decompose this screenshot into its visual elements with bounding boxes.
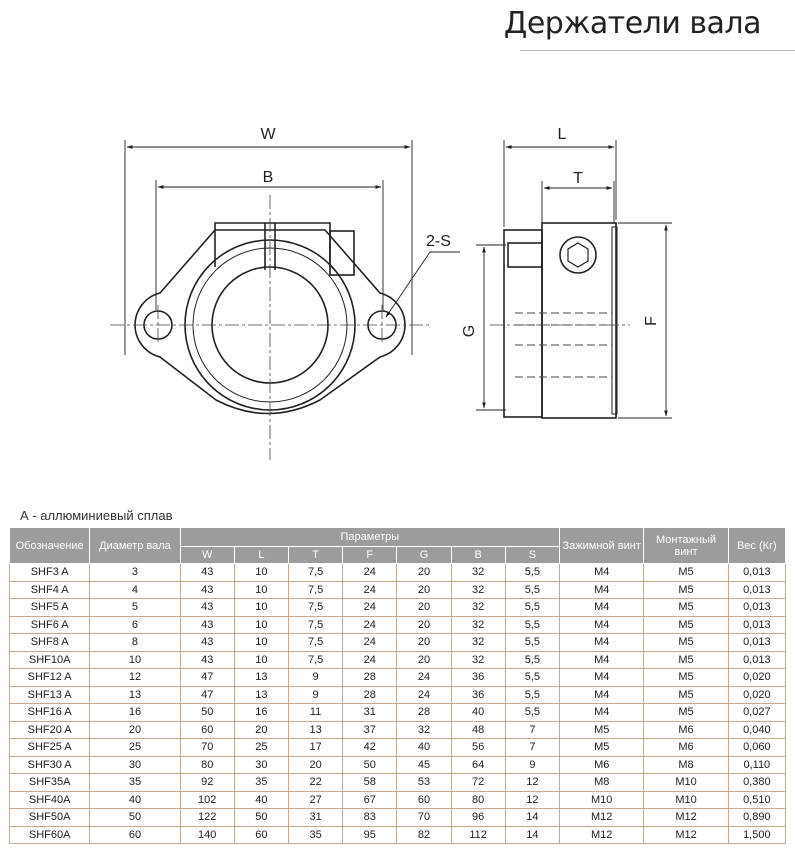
cell-mount-screw: M5	[644, 651, 728, 669]
cell-shaft-diameter: 60	[90, 826, 180, 844]
cell-b: 32	[451, 616, 505, 634]
cell-clamp-screw: M5	[560, 721, 644, 739]
table-row	[10, 686, 786, 704]
header-mount-screw: Монтажный винт	[644, 528, 728, 564]
cell-shaft-diameter: 8	[90, 634, 180, 652]
cell-g: 45	[397, 756, 451, 774]
cell-b: 64	[451, 756, 505, 774]
technical-drawing	[0, 55, 795, 495]
cell-mount-screw: M8	[644, 756, 728, 774]
header-designation: Обозначение	[10, 528, 90, 564]
cell-b: 96	[451, 809, 505, 827]
cell-t: 7,5	[289, 599, 343, 617]
cell-f: 28	[343, 686, 397, 704]
cell-mount-screw: M5	[644, 581, 728, 599]
table-row	[10, 704, 786, 722]
cell-b: 112	[451, 826, 505, 844]
cell-t: 20	[289, 756, 343, 774]
cell-s: 5,5	[505, 686, 559, 704]
header-b: B	[451, 547, 505, 564]
cell-f: 24	[343, 599, 397, 617]
cell-mount-screw: M6	[644, 721, 728, 739]
cell-f: 24	[343, 634, 397, 652]
cell-shaft-diameter: 12	[90, 669, 180, 687]
cell-g: 20	[397, 599, 451, 617]
cell-g: 40	[397, 739, 451, 757]
l-dimension	[504, 140, 616, 227]
cell-shaft-diameter: 50	[90, 809, 180, 827]
cell-f: 67	[343, 791, 397, 809]
cell-s: 12	[505, 791, 559, 809]
cell-designation: SHF60A	[10, 826, 90, 844]
cell-l: 20	[234, 721, 288, 739]
cell-b: 40	[451, 704, 505, 722]
cell-shaft-diameter: 5	[90, 599, 180, 617]
cell-weight: 0,380	[728, 774, 785, 792]
cell-t: 9	[289, 669, 343, 687]
page-title: Держатели вала	[503, 6, 761, 41]
t-dimension	[542, 181, 614, 223]
cell-b: 80	[451, 791, 505, 809]
cell-s: 5,5	[505, 564, 559, 582]
cell-l: 13	[234, 686, 288, 704]
cell-designation: SHF30 A	[10, 756, 90, 774]
cell-s: 14	[505, 809, 559, 827]
cell-g: 53	[397, 774, 451, 792]
table-row	[10, 721, 786, 739]
cell-designation: SHF16 A	[10, 704, 90, 722]
cell-mount-screw: M5	[644, 669, 728, 687]
cell-clamp-screw: M6	[560, 756, 644, 774]
cell-w: 140	[180, 826, 234, 844]
cell-clamp-screw: M4	[560, 651, 644, 669]
cell-g: 20	[397, 634, 451, 652]
cell-s: 5,5	[505, 616, 559, 634]
specification-table	[9, 527, 786, 844]
cell-weight: 0,027	[728, 704, 785, 722]
w-label: W	[260, 126, 276, 143]
cell-clamp-screw: M4	[560, 634, 644, 652]
cell-shaft-diameter: 40	[90, 791, 180, 809]
g-label: G	[461, 324, 478, 338]
cell-shaft-diameter: 4	[90, 581, 180, 599]
cell-s: 5,5	[505, 669, 559, 687]
cell-w: 80	[180, 756, 234, 774]
hex-socket-icon	[568, 243, 588, 267]
side-body	[542, 223, 616, 418]
cell-g: 20	[397, 651, 451, 669]
cell-b: 36	[451, 669, 505, 687]
cell-l: 10	[234, 564, 288, 582]
cell-t: 17	[289, 739, 343, 757]
cell-mount-screw: M10	[644, 774, 728, 792]
cell-weight: 0,020	[728, 686, 785, 704]
header-l: L	[234, 547, 288, 564]
table-row	[10, 669, 786, 687]
cell-b: 48	[451, 721, 505, 739]
cell-weight: 0,110	[728, 756, 785, 774]
cell-w: 92	[180, 774, 234, 792]
cell-designation: SHF50A	[10, 809, 90, 827]
table-row	[10, 791, 786, 809]
cell-weight: 0,020	[728, 669, 785, 687]
table-row	[10, 739, 786, 757]
cell-designation: SHF25 A	[10, 739, 90, 757]
cell-designation: SHF5 A	[10, 599, 90, 617]
g-dimension	[476, 245, 506, 410]
cell-mount-screw: M5	[644, 599, 728, 617]
t-label: T	[573, 170, 583, 187]
side-screw-shank	[508, 243, 542, 267]
header-f: F	[343, 547, 397, 564]
cell-clamp-screw: M12	[560, 809, 644, 827]
table-row	[10, 651, 786, 669]
cell-clamp-screw: M4	[560, 704, 644, 722]
cell-designation: SHF12 A	[10, 669, 90, 687]
cell-mount-screw: M5	[644, 634, 728, 652]
cell-g: 82	[397, 826, 451, 844]
cell-clamp-screw: M4	[560, 616, 644, 634]
cell-f: 24	[343, 651, 397, 669]
table-row	[10, 756, 786, 774]
table-row	[10, 564, 786, 582]
side-flange	[504, 230, 542, 417]
cell-f: 42	[343, 739, 397, 757]
cell-designation: SHF35A	[10, 774, 90, 792]
cell-mount-screw: M5	[644, 616, 728, 634]
f-label: F	[643, 316, 660, 326]
cell-s: 14	[505, 826, 559, 844]
cell-g: 24	[397, 669, 451, 687]
cell-shaft-diameter: 25	[90, 739, 180, 757]
cell-designation: SHF4 A	[10, 581, 90, 599]
cell-w: 102	[180, 791, 234, 809]
cell-shaft-diameter: 10	[90, 651, 180, 669]
cell-s: 9	[505, 756, 559, 774]
cell-g: 28	[397, 704, 451, 722]
cell-mount-screw: M5	[644, 704, 728, 722]
header-clamp-screw: Зажимной винт	[560, 528, 644, 564]
cell-s: 7	[505, 721, 559, 739]
cell-weight: 0,510	[728, 791, 785, 809]
cell-w: 43	[180, 616, 234, 634]
cell-designation: SHF13 A	[10, 686, 90, 704]
cell-shaft-diameter: 13	[90, 686, 180, 704]
cell-clamp-screw: M4	[560, 564, 644, 582]
cell-f: 24	[343, 564, 397, 582]
table-body	[10, 564, 786, 844]
header-weight: Вес (Кг)	[728, 528, 785, 564]
cell-mount-screw: M10	[644, 791, 728, 809]
cell-weight: 0,890	[728, 809, 785, 827]
cell-mount-screw: M12	[644, 826, 728, 844]
cell-designation: SHF8 A	[10, 634, 90, 652]
cell-weight: 0,013	[728, 634, 785, 652]
header-g: G	[397, 547, 451, 564]
cell-l: 60	[234, 826, 288, 844]
cell-t: 7,5	[289, 651, 343, 669]
cell-clamp-screw: M12	[560, 826, 644, 844]
cell-designation: SHF20 A	[10, 721, 90, 739]
table-row	[10, 774, 786, 792]
cell-t: 7,5	[289, 616, 343, 634]
cell-l: 30	[234, 756, 288, 774]
cell-f: 83	[343, 809, 397, 827]
cell-t: 27	[289, 791, 343, 809]
cell-g: 20	[397, 564, 451, 582]
b-label: B	[262, 169, 274, 186]
cell-weight: 1,500	[728, 826, 785, 844]
cell-clamp-screw: M4	[560, 669, 644, 687]
side-view	[504, 223, 617, 418]
cell-w: 43	[180, 581, 234, 599]
cell-l: 50	[234, 809, 288, 827]
cell-clamp-screw: M4	[560, 686, 644, 704]
cell-t: 35	[289, 826, 343, 844]
cell-t: 31	[289, 809, 343, 827]
cell-f: 95	[343, 826, 397, 844]
cell-b: 32	[451, 651, 505, 669]
cell-b: 32	[451, 564, 505, 582]
cell-clamp-screw: M4	[560, 581, 644, 599]
table-row	[10, 809, 786, 827]
cell-g: 24	[397, 686, 451, 704]
cell-w: 47	[180, 669, 234, 687]
cell-weight: 0,040	[728, 721, 785, 739]
cell-weight: 0,013	[728, 599, 785, 617]
cell-designation: SHF10A	[10, 651, 90, 669]
cell-f: 50	[343, 756, 397, 774]
cell-w: 60	[180, 721, 234, 739]
cell-mount-screw: M5	[644, 686, 728, 704]
cell-weight: 0,013	[728, 581, 785, 599]
cell-l: 10	[234, 651, 288, 669]
table-row	[10, 616, 786, 634]
cell-f: 58	[343, 774, 397, 792]
cell-w: 43	[180, 634, 234, 652]
cell-t: 22	[289, 774, 343, 792]
cell-s: 5,5	[505, 704, 559, 722]
cell-w: 47	[180, 686, 234, 704]
cell-w: 43	[180, 599, 234, 617]
header-t: T	[289, 547, 343, 564]
cell-b: 72	[451, 774, 505, 792]
cell-clamp-screw: M5	[560, 739, 644, 757]
cell-l: 13	[234, 669, 288, 687]
cell-b: 36	[451, 686, 505, 704]
cell-t: 7,5	[289, 564, 343, 582]
cell-w: 50	[180, 704, 234, 722]
cell-w: 43	[180, 651, 234, 669]
cell-shaft-diameter: 3	[90, 564, 180, 582]
cell-b: 32	[451, 634, 505, 652]
header-w: W	[180, 547, 234, 564]
cell-w: 122	[180, 809, 234, 827]
cell-l: 10	[234, 616, 288, 634]
cell-l: 16	[234, 704, 288, 722]
table-row	[10, 599, 786, 617]
cell-g: 32	[397, 721, 451, 739]
cell-s: 5,5	[505, 599, 559, 617]
front-centerlines	[110, 195, 430, 460]
cell-weight: 0,013	[728, 651, 785, 669]
table-row	[10, 826, 786, 844]
l-label: L	[557, 126, 567, 143]
cell-weight: 0,060	[728, 739, 785, 757]
cell-s: 5,5	[505, 634, 559, 652]
cell-f: 37	[343, 721, 397, 739]
header-shaft-diameter: Диаметр вала	[90, 528, 180, 564]
cell-t: 11	[289, 704, 343, 722]
header-parameters: Параметры	[180, 528, 559, 547]
cell-s: 7	[505, 739, 559, 757]
cell-mount-screw: M5	[644, 564, 728, 582]
cell-g: 70	[397, 809, 451, 827]
cell-f: 24	[343, 581, 397, 599]
cell-mount-screw: M6	[644, 739, 728, 757]
cell-f: 24	[343, 616, 397, 634]
cell-f: 31	[343, 704, 397, 722]
cell-designation: SHF3 A	[10, 564, 90, 582]
cell-s: 5,5	[505, 581, 559, 599]
cell-l: 10	[234, 581, 288, 599]
cell-l: 10	[234, 634, 288, 652]
cell-clamp-screw: M10	[560, 791, 644, 809]
cell-shaft-diameter: 35	[90, 774, 180, 792]
cell-b: 32	[451, 599, 505, 617]
s-label: 2-S	[426, 233, 451, 250]
cell-shaft-diameter: 20	[90, 721, 180, 739]
cell-t: 7,5	[289, 581, 343, 599]
cell-s: 5,5	[505, 651, 559, 669]
cell-s: 12	[505, 774, 559, 792]
cell-l: 10	[234, 599, 288, 617]
cell-clamp-screw: M4	[560, 599, 644, 617]
b-dimension	[156, 180, 383, 310]
cell-designation: SHF6 A	[10, 616, 90, 634]
cell-b: 32	[451, 581, 505, 599]
cell-g: 20	[397, 581, 451, 599]
cell-shaft-diameter: 6	[90, 616, 180, 634]
cell-t: 7,5	[289, 634, 343, 652]
cell-g: 20	[397, 616, 451, 634]
cell-designation: SHF40A	[10, 791, 90, 809]
cell-l: 40	[234, 791, 288, 809]
cell-g: 60	[397, 791, 451, 809]
cell-shaft-diameter: 16	[90, 704, 180, 722]
cell-weight: 0,013	[728, 564, 785, 582]
table-row	[10, 581, 786, 599]
cell-shaft-diameter: 30	[90, 756, 180, 774]
s-leader	[386, 252, 460, 317]
cell-b: 56	[451, 739, 505, 757]
cell-mount-screw: M12	[644, 809, 728, 827]
header-s: S	[505, 547, 559, 564]
cell-weight: 0,013	[728, 616, 785, 634]
cell-l: 25	[234, 739, 288, 757]
side-hidden-lines	[515, 313, 612, 377]
material-note: А - аллюминиевый сплав	[20, 508, 173, 523]
cell-w: 70	[180, 739, 234, 757]
cell-t: 13	[289, 721, 343, 739]
cell-l: 35	[234, 774, 288, 792]
title-rule	[520, 50, 795, 51]
cell-f: 28	[343, 669, 397, 687]
cell-t: 9	[289, 686, 343, 704]
table-row	[10, 634, 786, 652]
cell-w: 43	[180, 564, 234, 582]
cell-clamp-screw: M8	[560, 774, 644, 792]
